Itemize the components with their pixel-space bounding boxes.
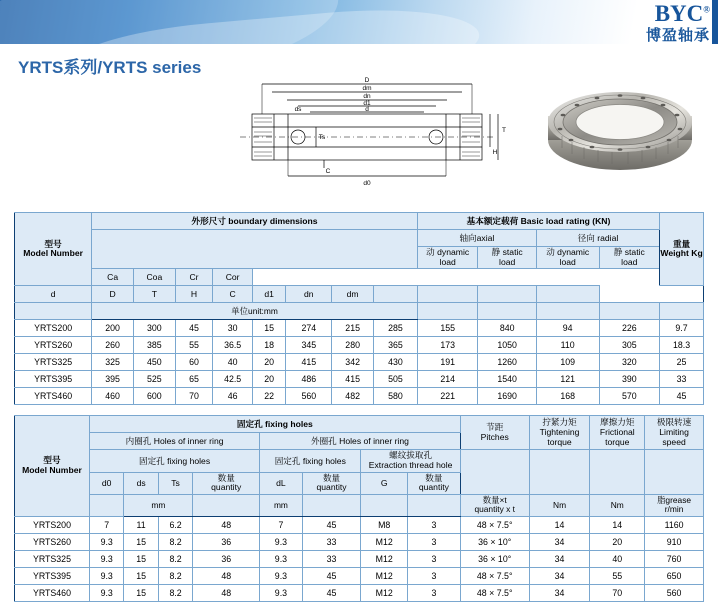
- cell2-tightening: 34: [529, 567, 590, 584]
- header-right-bar: [712, 0, 718, 44]
- cell2-Ts: 8.2: [158, 584, 192, 601]
- cell-D: 525: [133, 371, 175, 388]
- cell2-dL: 7: [260, 516, 303, 533]
- cell-dn: 415: [332, 371, 374, 388]
- cell-H: 42.5: [213, 371, 253, 388]
- page-header: [0, 0, 718, 44]
- cell-Ca: 173: [417, 337, 478, 354]
- th-col-dm: dm: [332, 286, 374, 303]
- cell2-tightening: 34: [529, 584, 590, 601]
- th2-friction-en1: Frictional: [599, 426, 635, 437]
- cell-model: YRTS325: [15, 354, 92, 371]
- th2-qty-inner-cn: 数量: [217, 472, 235, 483]
- td2-grease-en: r/min: [664, 504, 684, 515]
- cell2-Ts: 8.2: [158, 550, 192, 567]
- th2-col-qty-inner: [193, 472, 260, 494]
- td2-unit-mm2: mm: [260, 494, 303, 516]
- cell2-model: YRTS260: [15, 533, 90, 550]
- logo-chinese-name: 博盈轴承: [645, 27, 710, 44]
- td-unit-ca: [417, 303, 478, 320]
- cell2-limit: 1160: [645, 516, 704, 533]
- cell-Ca: 155: [417, 320, 478, 337]
- cell2-Ts: 8.2: [158, 533, 192, 550]
- cell-model: YRTS200: [15, 320, 92, 337]
- th-radial: 径向 radial: [536, 230, 659, 247]
- table-row: [15, 388, 704, 405]
- th-ca-spacer: [374, 286, 418, 303]
- cell2-d0: 9.3: [89, 567, 123, 584]
- cell2-ds: 15: [124, 567, 158, 584]
- th-axial-static-l2: load: [499, 256, 516, 267]
- th-model-number: [15, 213, 92, 286]
- th-col-T: T: [133, 286, 175, 303]
- diagram-area: [0, 77, 718, 208]
- cell-model: YRTS395: [15, 371, 92, 388]
- cell2-qty-inner: 48: [193, 516, 260, 533]
- cell2-ds: 15: [124, 550, 158, 567]
- th-col-C: C: [213, 286, 253, 303]
- td2-qty-t-en: quantity x t: [474, 504, 515, 515]
- cell-d1: 560: [286, 388, 332, 405]
- td-unit-model: [15, 303, 92, 320]
- cell-d: 395: [92, 371, 134, 388]
- cell-Coa: 840: [478, 320, 536, 337]
- th2-qty-inner-en: quantity: [211, 482, 242, 493]
- cell-T: 45: [175, 320, 213, 337]
- cell2-qty-outer: 33: [302, 533, 361, 550]
- th2-model-number: [15, 416, 90, 516]
- th-col-d: d: [15, 286, 92, 303]
- cell-model: YRTS460: [15, 388, 92, 405]
- th-weight-cn: 重量: [672, 238, 691, 249]
- th-coa-spacer: [417, 286, 478, 303]
- page-title-separator: /: [97, 58, 103, 77]
- cell-Coa: 1540: [478, 371, 536, 388]
- cell-dn: 342: [332, 354, 374, 371]
- th2-qty-outer-en: quantity: [316, 482, 347, 493]
- th-axial-static-l1: 静 static: [491, 247, 523, 257]
- th2-limit-en2: speed: [662, 436, 686, 447]
- cell-H: 36.5: [213, 337, 253, 354]
- th2-friction-cn: 摩擦力矩: [600, 417, 635, 428]
- cell2-tightening: 34: [529, 550, 590, 567]
- table-row: [15, 337, 704, 354]
- dim-label-Ts: Ts: [318, 134, 326, 141]
- cell-Cor: 570: [599, 388, 660, 405]
- cell-dn: 215: [332, 320, 374, 337]
- cell2-dL: 9.3: [260, 550, 303, 567]
- cell2-friction: 55: [590, 567, 645, 584]
- th-radial-dynamic-l1: 动 dynamic: [546, 247, 590, 257]
- cell2-model: YRTS460: [15, 584, 90, 601]
- cell2-d0: 9.3: [89, 533, 123, 550]
- cell-d: 325: [92, 354, 134, 371]
- table-row: [15, 320, 704, 337]
- cell2-G: M12: [361, 533, 408, 550]
- th2-model-en: Model Number: [22, 464, 82, 475]
- cell2-ds: 15: [124, 533, 158, 550]
- table-row: [15, 584, 704, 601]
- cell-d: 200: [92, 320, 134, 337]
- td2-unit-nm1: Nm: [529, 494, 590, 516]
- cell-T: 55: [175, 337, 213, 354]
- cell2-tightening: 34: [529, 533, 590, 550]
- cell-Cor: 226: [599, 320, 660, 337]
- cell2-pitches: 48 × 7.5°: [460, 516, 529, 533]
- company-logo: [646, 2, 710, 43]
- table-row: [15, 354, 704, 371]
- th2-outer-fixing: 固定孔 fixing holes: [260, 450, 361, 472]
- cell-dm: 430: [374, 354, 418, 371]
- th2-fixing-holes: 固定孔 fixing holes: [89, 416, 460, 433]
- cell2-qty-inner: 36: [193, 533, 260, 550]
- th2-friction-en2: torque: [605, 436, 630, 447]
- dim-label-T: T: [502, 127, 506, 134]
- cell-T: 65: [175, 371, 213, 388]
- td2-qty-t-cn: 数量×t: [482, 494, 507, 505]
- cell2-dL: 9.3: [260, 567, 303, 584]
- cell2-limit: 560: [645, 584, 704, 601]
- cell-d1: 274: [286, 320, 332, 337]
- th2-thread-en: Extraction thread hole: [368, 459, 453, 470]
- dim-label-dm: dm: [362, 85, 372, 92]
- cell2-G: M12: [361, 584, 408, 601]
- th2-col-qty-outer: [302, 472, 361, 494]
- logo-text: [646, 2, 710, 25]
- cell2-qty-thread: 3: [408, 584, 461, 601]
- cell2-friction: 40: [590, 550, 645, 567]
- cell2-qty-thread: 3: [408, 550, 461, 567]
- th2-tighten-cn: 拧紧力矩: [542, 417, 577, 428]
- cell-Cor: 390: [599, 371, 660, 388]
- th2-model-cn: 型号: [43, 455, 61, 466]
- th-radial-static-l2: load: [621, 256, 638, 267]
- page-title-en: YRTS series: [102, 58, 202, 77]
- th2-col-G: G: [361, 472, 408, 494]
- cell-Cr: 121: [536, 371, 599, 388]
- th-col-Coa: Coa: [133, 269, 175, 286]
- th2-limiting-speed: [645, 416, 704, 450]
- th-col-Ca: Ca: [92, 269, 134, 286]
- cell2-qty-thread: 3: [408, 516, 461, 533]
- cell-d1: 345: [286, 337, 332, 354]
- cell2-qty-inner: 48: [193, 567, 260, 584]
- td-unit-coa: [478, 303, 536, 320]
- cell-model: YRTS260: [15, 337, 92, 354]
- th2-col-qty-thread: [408, 472, 461, 494]
- cell2-friction: 20: [590, 533, 645, 550]
- th-axial-dynamic: [417, 247, 478, 269]
- bearing-product-photo: [540, 74, 700, 192]
- th2-qty-outer-cn: 数量: [322, 472, 341, 483]
- cell2-ds: 11: [124, 516, 158, 533]
- cell-Coa: 1260: [478, 354, 536, 371]
- cell2-d0: 9.3: [89, 584, 123, 601]
- cell2-friction: 14: [590, 516, 645, 533]
- td-unit-weight: [660, 303, 704, 320]
- cell2-friction: 70: [590, 584, 645, 601]
- cell-d: 260: [92, 337, 134, 354]
- cell-H: 46: [213, 388, 253, 405]
- th-axial-dynamic-l1: 动 dynamic: [426, 247, 470, 257]
- th-col-D: D: [92, 286, 134, 303]
- page-title-cn: YRTS系列: [18, 58, 98, 77]
- cell2-G: M8: [361, 516, 408, 533]
- cell-d1: 486: [286, 371, 332, 388]
- th-col-d1: d1: [252, 286, 285, 303]
- cell2-d0: 9.3: [89, 550, 123, 567]
- cell-Cr: 109: [536, 354, 599, 371]
- cell-Cor: 305: [599, 337, 660, 354]
- th2-pitches: [460, 416, 529, 450]
- th2-thread-cn: 螺纹拔取孔: [389, 450, 433, 461]
- table-row: [15, 533, 704, 550]
- table-row: [15, 516, 704, 533]
- th2-col-ds: ds: [124, 472, 158, 494]
- cell2-qty-outer: 45: [302, 567, 361, 584]
- td2-unit-nm2: Nm: [590, 494, 645, 516]
- th2-frictional: [590, 416, 645, 450]
- cell-Ca: 214: [417, 371, 478, 388]
- th-radial-dynamic-l2: load: [559, 256, 576, 267]
- cell-d: 460: [92, 388, 134, 405]
- th2-qty-thread-cn: 数量: [425, 472, 443, 483]
- cell-D: 450: [133, 354, 175, 371]
- logo-byc-text: BYC: [654, 1, 704, 26]
- cell-dn: 482: [332, 388, 374, 405]
- th-boundary-spacer: [92, 230, 418, 269]
- th-radial-static: [599, 247, 660, 269]
- th2-extraction-thread: [361, 450, 460, 472]
- cell-Ca: 191: [417, 354, 478, 371]
- th-col-Cr: Cr: [175, 269, 213, 286]
- dim-label-dn: dn: [363, 93, 371, 100]
- cell-C: 18: [252, 337, 285, 354]
- cell2-limit: 760: [645, 550, 704, 567]
- cell-C: 20: [252, 354, 285, 371]
- cell-dm: 285: [374, 320, 418, 337]
- cell-weight: 25: [660, 354, 704, 371]
- cell-weight: 18.3: [660, 337, 704, 354]
- cell-weight: 9.7: [660, 320, 704, 337]
- cell2-G: M12: [361, 550, 408, 567]
- th-model-cn: 型号: [44, 238, 62, 249]
- td-unit-mm: 单位unit:mm: [92, 303, 418, 320]
- th2-tighten-spacer: [529, 450, 590, 495]
- th2-tightening: [529, 416, 590, 450]
- th-col-Cor: Cor: [213, 269, 253, 286]
- cell2-pitches: 36 × 10°: [460, 550, 529, 567]
- cell-C: 22: [252, 388, 285, 405]
- cell2-qty-outer: 45: [302, 584, 361, 601]
- cell-dm: 365: [374, 337, 418, 354]
- cell2-qty-outer: 45: [302, 516, 361, 533]
- th-model-en: Model Number: [23, 248, 83, 259]
- dim-label-ds: ds: [294, 106, 302, 113]
- cell2-pitches: 48 × 7.5°: [460, 567, 529, 584]
- dim-label-H: H: [492, 149, 498, 156]
- cell2-d0: 7: [89, 516, 123, 533]
- cell-Cr: 168: [536, 388, 599, 405]
- th2-limit-spacer: [645, 450, 704, 495]
- td2-unit-mm1: mm: [124, 494, 193, 516]
- cell2-pitches: 48 × 7.5°: [460, 584, 529, 601]
- th2-col-dL: dL: [260, 472, 303, 494]
- logo-registered-mark: ®: [703, 4, 710, 15]
- th2-limit-cn: 极限转速: [656, 417, 692, 428]
- cell-Ca: 221: [417, 388, 478, 405]
- th2-col-d0: d0: [89, 472, 123, 494]
- cell2-tightening: 14: [529, 516, 590, 533]
- th-radial-dynamic: [536, 247, 599, 269]
- dimensions-table: [14, 212, 704, 405]
- dim-label-D: D: [364, 77, 370, 84]
- cell-Cor: 320: [599, 354, 660, 371]
- th-radial-static-l1: 静 static: [613, 247, 645, 257]
- cell2-model: YRTS395: [15, 567, 90, 584]
- th2-pitches-spacer: [460, 450, 529, 495]
- dim-label-d: d: [365, 106, 369, 113]
- th2-tighten-en2: torque: [547, 436, 572, 447]
- dim-label-C: C: [325, 168, 331, 175]
- th-axial-static: [478, 247, 536, 269]
- cell-Cr: 110: [536, 337, 599, 354]
- cell2-qty-thread: 3: [408, 533, 461, 550]
- cell2-model: YRTS200: [15, 516, 90, 533]
- th-axial: 轴向axial: [417, 230, 536, 247]
- td-unit-cr: [536, 303, 599, 320]
- cell-C: 20: [252, 371, 285, 388]
- dim-label-d1: d1: [363, 100, 371, 107]
- table-row: [15, 567, 704, 584]
- cell-Cr: 94: [536, 320, 599, 337]
- cell-T: 70: [175, 388, 213, 405]
- th-col-dn: dn: [286, 286, 332, 303]
- cell-D: 385: [133, 337, 175, 354]
- cell-weight: 33: [660, 371, 704, 388]
- dim-label-d0: d0: [363, 180, 371, 187]
- th-boundary-dimensions: 外形尺寸 boundary dimensions: [92, 213, 418, 230]
- cell-d1: 415: [286, 354, 332, 371]
- cell2-dL: 9.3: [260, 584, 303, 601]
- th2-outer-ring: 外圈孔 Holes of inner ring: [260, 433, 461, 450]
- cell2-ds: 15: [124, 584, 158, 601]
- cell-Coa: 1690: [478, 388, 536, 405]
- th2-limit-en1: Limiting: [659, 426, 689, 437]
- th2-friction-spacer: [590, 450, 645, 495]
- cell-dm: 505: [374, 371, 418, 388]
- cell2-G: M12: [361, 567, 408, 584]
- fixing-holes-table: [14, 415, 704, 601]
- cell-weight: 45: [660, 388, 704, 405]
- cell-dm: 580: [374, 388, 418, 405]
- cell2-qty-inner: 36: [193, 550, 260, 567]
- cell2-limit: 910: [645, 533, 704, 550]
- th2-col-Ts: Ts: [158, 472, 192, 494]
- th2-pitches-cn: 节距: [486, 422, 504, 433]
- cell2-qty-outer: 33: [302, 550, 361, 567]
- th-weight: [660, 213, 704, 286]
- th-col-H: H: [175, 286, 213, 303]
- th-weight-en: Weight Kg: [660, 248, 703, 259]
- cell2-Ts: 8.2: [158, 567, 192, 584]
- cell2-limit: 650: [645, 567, 704, 584]
- th2-inner-ring: 内圈孔 Holes of inner ring: [89, 433, 259, 450]
- td-unit-cor: [599, 303, 660, 320]
- th-axial-dynamic-l2: load: [439, 256, 456, 267]
- cell-C: 15: [252, 320, 285, 337]
- cell-dn: 280: [332, 337, 374, 354]
- th-basic-load-rating: 基本额定载荷 Basic load rating (KN): [417, 213, 659, 230]
- th-cr-spacer: [478, 286, 536, 303]
- cell-H: 40: [213, 354, 253, 371]
- table-row: [15, 371, 704, 388]
- cell-D: 600: [133, 388, 175, 405]
- cell2-qty-thread: 3: [408, 567, 461, 584]
- table-row: [15, 550, 704, 567]
- th-cor-spacer: [536, 286, 599, 303]
- th2-pitches-en: Pitches: [480, 431, 509, 442]
- th2-tighten-en1: Tightening: [539, 426, 580, 437]
- cell-D: 300: [133, 320, 175, 337]
- cell2-Ts: 6.2: [158, 516, 192, 533]
- bearing-cross-section-drawing: [232, 72, 522, 202]
- cell2-qty-inner: 48: [193, 584, 260, 601]
- cell-T: 60: [175, 354, 213, 371]
- cell2-dL: 9.3: [260, 533, 303, 550]
- cell-H: 30: [213, 320, 253, 337]
- cell2-model: YRTS325: [15, 550, 90, 567]
- cell-Coa: 1050: [478, 337, 536, 354]
- th2-inner-fixing: 固定孔 fixing holes: [89, 450, 259, 472]
- cell2-pitches: 36 × 10°: [460, 533, 529, 550]
- td2-grease-cn: 脂grease: [657, 494, 692, 505]
- th2-qty-thread-en: quantity: [418, 482, 449, 493]
